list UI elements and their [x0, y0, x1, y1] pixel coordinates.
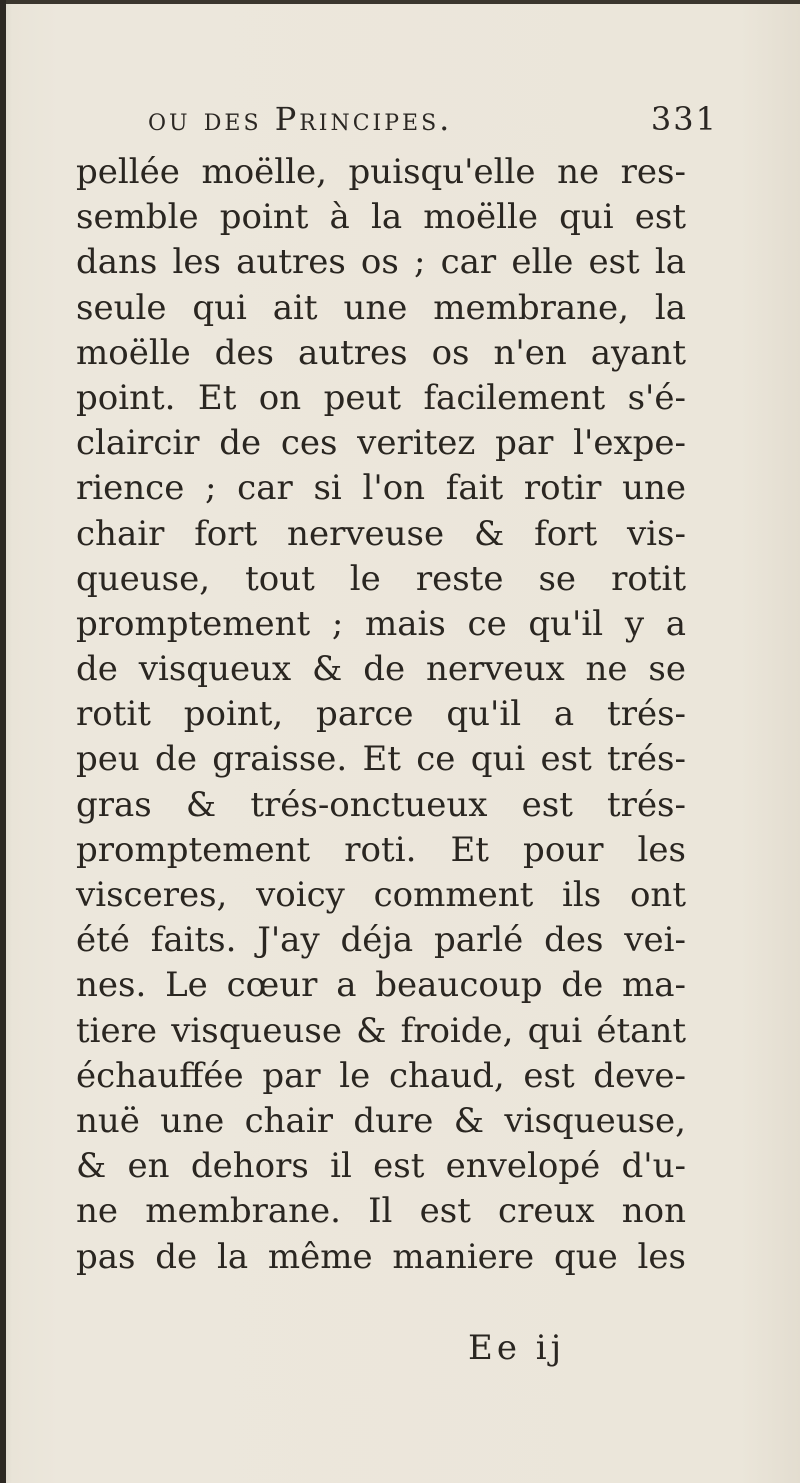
text-line: échauffée par le chaud, est deve-	[76, 1055, 686, 1096]
text-line: queuse, tout le reste se rotit	[76, 558, 686, 599]
text-line: promptement ; mais ce qu'il y a	[76, 603, 686, 644]
text-line: point. Et on peut facilement s'é-	[76, 377, 686, 418]
text-line: seule qui ait une membrane, la	[76, 287, 686, 328]
text-line: chair fort nerveuse & fort vis-	[76, 513, 686, 554]
text-line: gras & trés-onctueux est trés-	[76, 784, 686, 825]
text-line: tiere visqueuse & froide, qui étant	[76, 1010, 686, 1051]
page-binding-edge	[0, 0, 6, 1483]
text-line: claircir de ces veritez par l'expe-	[76, 423, 686, 464]
text-line: nes. Le cœur a beaucoup de ma-	[76, 965, 686, 1006]
text-line: semble point à la moëlle qui est	[76, 197, 686, 238]
page-number: 331	[650, 100, 718, 138]
text-line: pas de la même maniere que les	[76, 1236, 686, 1277]
text-line: de visqueux & de nerveux ne se	[76, 649, 686, 690]
text-line: dans les autres os ; car elle est la	[76, 242, 686, 283]
text-line: été faits. J'ay déja parlé des vei-	[76, 920, 686, 961]
catchword-signature: Ee ij	[468, 1328, 566, 1368]
text-line: rotit point, parce qu'il a trés-	[76, 694, 686, 735]
text-line: pellée moëlle, puisqu'elle ne res-	[76, 152, 686, 192]
text-line: nuë une chair dure & visqueuse,	[76, 1100, 686, 1141]
page-top-edge	[0, 0, 800, 4]
text-line: & en dehors il est envelopé d'u-	[76, 1146, 686, 1187]
text-line: peu de graisse. Et ce qui est trés-	[76, 739, 686, 780]
body-text	[76, 150, 686, 1280]
text-line: promptement roti. Et pour les	[76, 829, 686, 870]
text-line: moëlle des autres os n'en ayant	[76, 332, 686, 373]
text-line: rience ; car si l'on fait rotir une	[76, 468, 686, 509]
running-head: ou des Principes.	[148, 100, 453, 138]
page-header	[78, 98, 718, 158]
text-line: ne membrane. Il est creux non	[76, 1191, 686, 1232]
text-line: visceres, voicy comment ils ont	[76, 875, 686, 915]
